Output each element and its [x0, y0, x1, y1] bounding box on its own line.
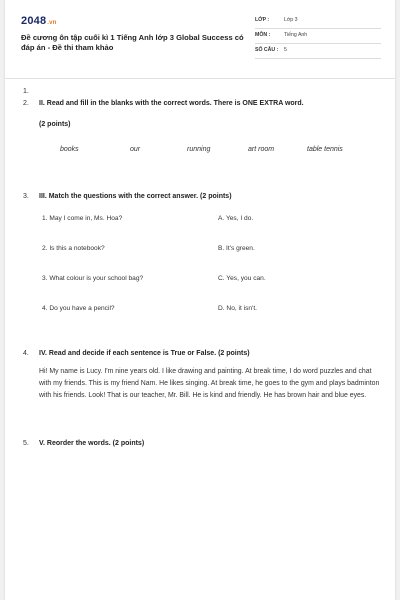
match-answer: B. It's green.	[218, 245, 255, 252]
question-number: 3.	[23, 193, 29, 200]
meta-row-question-count	[255, 44, 381, 59]
match-answer: A. Yes, I do.	[218, 215, 254, 222]
meta-row-class	[255, 14, 381, 29]
logo-suffix: .vn	[47, 20, 57, 26]
question-number: 4.	[23, 350, 29, 357]
meta-key: LỚP :	[255, 17, 270, 23]
header-divider	[5, 78, 395, 79]
word-bank-item: running	[187, 146, 211, 153]
question-points: (2 points)	[39, 121, 71, 128]
reading-passage: Hi! My name is Lucy. I'm nine years old. I like drawing and painting. At break time, I do word puzzles and chat with my friends. This is my friend Nam. He likes singing. At break time, he goes to the gym and plays badminton with his friends. Look! That is our teacher, Mr. Bill. He is kind and friendly. He has brown hair and blue eyes.	[39, 368, 380, 399]
question-number: 5.	[23, 440, 29, 447]
match-question: 4. Do you have a pencil?	[42, 305, 115, 312]
question-number: 2.	[23, 100, 29, 107]
match-question: 1. May I come in, Ms. Hoa?	[42, 215, 123, 222]
document-title: Đề cương ôn tập cuối kì 1 Tiếng Anh lớp 3 Global Success có đáp án - Đề thi tham khảo	[21, 33, 244, 52]
question-title: V. Reorder the words. (2 points)	[39, 440, 145, 447]
meta-value: Tiếng Anh	[284, 32, 308, 38]
meta-key: MÔN :	[255, 32, 271, 38]
question-title: IV. Read and decide if each sentence is True or False. (2 points)	[39, 350, 250, 357]
meta-row-subject	[255, 29, 381, 44]
meta-value: Lớp 3	[284, 17, 298, 23]
document-header	[5, 0, 395, 74]
meta-key: SỐ CÂU :	[255, 47, 279, 53]
question-number: 1.	[23, 88, 29, 95]
document-page	[5, 0, 395, 600]
match-question: 3. What colour is your school bag?	[42, 275, 144, 282]
question-title: II. Read and fill in the blanks with the correct words. There is ONE EXTRA word.	[39, 100, 304, 107]
word-bank-item: table tennis	[307, 146, 343, 153]
word-bank-item: art room	[248, 146, 275, 153]
match-question: 2. Is this a notebook?	[42, 245, 105, 252]
question-title: III. Match the questions with the correct answer. (2 points)	[39, 193, 232, 200]
match-answer: C. Yes, you can.	[218, 275, 266, 282]
meta-value: 5	[284, 47, 287, 53]
match-answer: D. No, it isn't.	[218, 305, 257, 312]
logo-text: 2048	[21, 15, 47, 27]
word-bank-item: our	[130, 146, 141, 153]
word-bank-item: books	[60, 146, 79, 153]
site-logo[interactable]	[21, 15, 57, 27]
